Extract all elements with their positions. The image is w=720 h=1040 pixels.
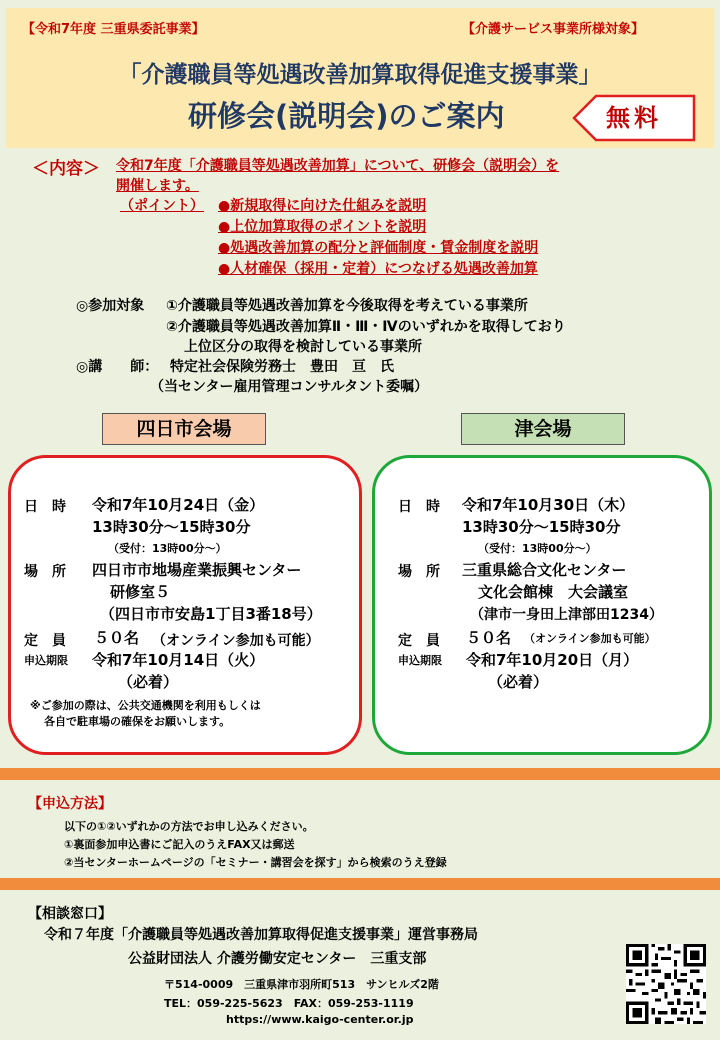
contact-address: 〒514-0009 三重県津市羽所町513 サンヒルズ2階 [164,978,439,991]
reception-time: （受付：13時00分～） [108,542,227,555]
deadline-note: （必着） [118,673,179,691]
date-value: 令和7年10月24日（金） [92,496,265,514]
lecturer-name: 特定社会保険労務士 豊田 亘 氏 [170,359,394,375]
reception-time: （受付：13時00分～） [478,542,597,555]
capacity-label: 定 員 [24,633,66,649]
venue-yokkaichi-label: 四日市会場 [102,413,266,445]
contact-org: 公益財団法人 介護労働安定センター 三重支部 [128,951,427,967]
capacity-note: （オンライン参加も可能） [524,632,656,645]
date-label: 日 時 [398,499,440,515]
address-value: （津市一身田上津部田1234） [470,607,663,623]
venue-tsu-label: 津会場 [461,413,625,445]
application-title: 【申込方法】 [28,796,112,812]
deadline-label: 申込期限 [24,654,68,667]
divider-band [0,878,720,890]
capacity-value: ５０名 [94,629,140,647]
capacity-note: （オンライン参加も可能） [152,633,320,649]
date-label: 日 時 [24,499,66,515]
content-description-line2: 開催します。 [116,178,199,194]
capacity-label: 定 員 [398,633,440,649]
place-label: 場 所 [24,564,66,580]
place-value: 四日市市地場産業振興センター [92,561,302,579]
content-description-line1: 令和7年度「介護職員等処遇改善加算」について、研修会（説明会）を [116,158,560,174]
participants-item1: ①介護職員等処遇改善加算を今後取得を考えている事業所 [166,298,528,314]
participants-item2-line1: ②介護職員等処遇改善加算Ⅱ・Ⅲ・Ⅳのいずれかを取得しており [166,319,566,335]
deadline-note: （必着） [488,673,549,691]
participants-item2-line2: 上位区分の取得を検討している事業所 [184,339,422,355]
divider-band [0,768,720,780]
participants-label: ◎参加対象 [76,298,145,314]
application-line3: ②当センターホームページの「セミナー・講習会を探す」から検索のうえ登録 [64,856,447,869]
time-value: 13時30分～15時30分 [92,518,251,536]
target-tag: 【介護サービス事業所様対象】 [462,22,645,37]
contact-office: 令和７年度「介護職員等処遇改善加算取得促進支援事業」運営事務局 [44,927,478,943]
lecturer-label: ◎講 師： [76,359,159,375]
contact-url-link[interactable]: https://www.kaigo-center.or.jp [226,1013,414,1026]
room-value: 文化会館棟 大会議室 [478,583,629,601]
main-title: 「介護職員等処遇改善加算取得促進支援事業」 [118,62,602,88]
point-item: ●人材確保（採用・定着）につなげる処遇改善加算 [218,261,538,277]
free-badge: 無料 [606,104,662,132]
qr-code-icon [626,944,706,1024]
application-line1: 以下の①②いずれかの方法でお申し込みください。 [64,820,314,833]
application-line2: ①裏面参加申込書にご記入のうえFAX又は郵送 [64,838,295,851]
point-item: ●処遇改善加算の配分と評価制度・賃金制度を説明 [218,240,539,256]
place-value: 三重県総合文化センター [462,561,627,579]
place-label: 場 所 [398,564,440,580]
content-label: ＜内容＞ [32,159,100,179]
notice-line1: ※ご参加の際は、公共交通機関を利用もしくは [30,699,261,712]
point-label: （ポイント） [120,198,204,214]
point-item: ●上位加算取得のポイントを説明 [218,219,427,235]
time-value: 13時30分～15時30分 [462,518,621,536]
deadline-value: 令和7年10月20日（月） [466,651,639,669]
deadline-label: 申込期限 [398,654,442,667]
date-value: 令和7年10月30日（木） [462,496,635,514]
contact-title: 【相談窓口】 [28,906,112,922]
point-item: ●新規取得に向けた仕組みを説明 [218,198,427,214]
notice-line2: 各自で駐車場の確保をお願いします。 [44,715,231,728]
lecturer-note: （当センター雇用管理コンサルタント委嘱） [150,379,429,395]
room-value: 研修室５ [110,583,171,601]
capacity-value: ５０名 [466,629,512,647]
contact-tel-fax: TEL：059-225-5623 FAX：059-253-1119 [164,997,414,1010]
commission-tag: 【令和7年度 三重県委託事業】 [22,22,205,37]
deadline-value: 令和7年10月14日（火） [92,651,265,669]
sub-title: 研修会(説明会)のご案内 [188,99,505,133]
address-value: （四日市市安島1丁目3番18号） [100,605,322,623]
